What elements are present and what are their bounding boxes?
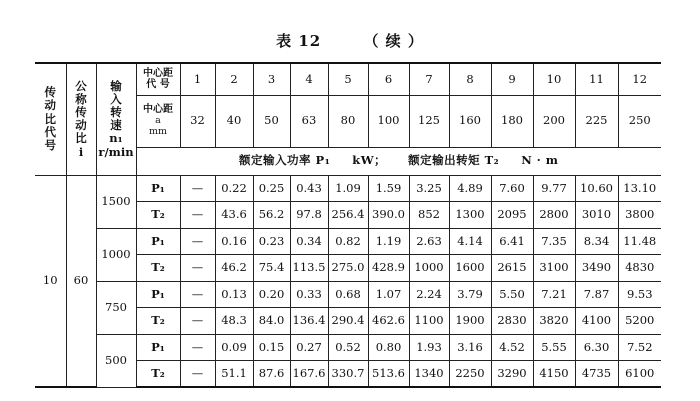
- value-cell: 11.48: [618, 228, 661, 255]
- value-cell: —: [180, 175, 215, 202]
- value-cell: 0.16: [215, 228, 253, 255]
- value-cell: 275.0: [328, 255, 368, 282]
- header-nominal-ratio-char: 公: [75, 78, 87, 93]
- value-cell: 5.50: [491, 281, 533, 308]
- value-cell: 6.30: [575, 334, 618, 361]
- value-cell: 48.3: [215, 308, 253, 335]
- value-cell: 2250: [449, 361, 491, 388]
- center-distance-cell: 160: [449, 95, 491, 147]
- table-row: [35, 281, 661, 308]
- value-cell: 290.4: [328, 308, 368, 335]
- center-distance-cell: 225: [575, 95, 618, 147]
- header-nominal-ratio-char: 比: [75, 131, 87, 146]
- header-ratio-code-char: 动: [44, 98, 56, 113]
- ratio-code-value: 10: [35, 175, 66, 387]
- value-cell: 256.4: [328, 202, 368, 229]
- value-cell: 428.9: [368, 255, 409, 282]
- header-input-speed-char: n₁: [109, 131, 123, 146]
- value-cell: 1340: [409, 361, 449, 388]
- value-cell: 4150: [533, 361, 575, 388]
- center-code-cell: 1: [180, 63, 215, 95]
- value-cell: 513.6: [368, 361, 409, 388]
- value-cell: 113.5: [290, 255, 328, 282]
- row-quantity-label: P₁: [136, 281, 180, 308]
- header-center-distance-label: [136, 95, 180, 147]
- center-code-label-1: 中心距: [143, 67, 173, 79]
- value-cell: 87.6: [253, 361, 290, 388]
- value-cell: 1300: [449, 202, 491, 229]
- row-quantity-label: P₁: [136, 334, 180, 361]
- value-cell: 3.16: [449, 334, 491, 361]
- value-cell: 3.25: [409, 175, 449, 202]
- row-quantity-label: T₂: [136, 361, 180, 388]
- row-quantity-label: T₂: [136, 202, 180, 229]
- nominal-ratio-value: 60: [66, 175, 96, 387]
- value-cell: —: [180, 361, 215, 388]
- input-speed-value: 750: [96, 281, 136, 334]
- value-cell: 2830: [491, 308, 533, 335]
- header-input-speed-char: r/min: [98, 144, 134, 159]
- value-cell: 13.10: [618, 175, 661, 202]
- input-speed-value: 500: [96, 334, 136, 387]
- row-quantity-label: P₁: [136, 228, 180, 255]
- value-cell: 1.07: [368, 281, 409, 308]
- center-code-cell: 2: [215, 63, 253, 95]
- value-cell: 8.34: [575, 228, 618, 255]
- header-ratio-code-char: 号: [44, 138, 56, 153]
- header-input-speed-char: 入: [110, 91, 122, 106]
- value-cell: —: [180, 228, 215, 255]
- value-cell: 462.6: [368, 308, 409, 335]
- center-distance-cell: 40: [215, 95, 253, 147]
- value-cell: 0.68: [328, 281, 368, 308]
- center-distance-cell: 125: [409, 95, 449, 147]
- value-cell: 43.6: [215, 202, 253, 229]
- center-code-cell: 8: [449, 63, 491, 95]
- value-cell: 852: [409, 202, 449, 229]
- header-center-code-label: [136, 63, 180, 95]
- header-nominal-ratio: [66, 63, 96, 175]
- value-cell: 1.19: [368, 228, 409, 255]
- value-cell: 0.09: [215, 334, 253, 361]
- value-cell: 6100: [618, 361, 661, 388]
- center-dist-label-1: 中心距: [143, 104, 173, 116]
- value-cell: 5200: [618, 308, 661, 335]
- value-cell: 56.2: [253, 202, 290, 229]
- header-ratio-code-char: 传: [44, 85, 56, 100]
- value-cell: 4.89: [449, 175, 491, 202]
- center-dist-unit: mm: [148, 125, 168, 137]
- row-quantity-label: T₂: [136, 308, 180, 335]
- center-distance-cell: 50: [253, 95, 290, 147]
- input-speed-value: 1500: [96, 175, 136, 228]
- banner-power: 额定输入功率 P₁: [239, 153, 331, 168]
- value-cell: 75.4: [253, 255, 290, 282]
- value-cell: 0.22: [215, 175, 253, 202]
- row-quantity-label: P₁: [136, 175, 180, 202]
- header-input-speed-char: 输: [110, 78, 122, 93]
- value-cell: 7.60: [491, 175, 533, 202]
- value-cell: 9.53: [618, 281, 661, 308]
- value-cell: 390.0: [368, 202, 409, 229]
- value-cell: 7.35: [533, 228, 575, 255]
- center-dist-label-2: a: [155, 114, 161, 126]
- value-cell: 1.59: [368, 175, 409, 202]
- value-cell: 2095: [491, 202, 533, 229]
- value-cell: 1600: [449, 255, 491, 282]
- header-input-speed-char: 转: [110, 105, 122, 120]
- value-cell: —: [180, 334, 215, 361]
- value-cell: 3800: [618, 202, 661, 229]
- value-cell: 1900: [449, 308, 491, 335]
- center-code-cell: 6: [368, 63, 409, 95]
- value-cell: 330.7: [328, 361, 368, 388]
- value-cell: 46.2: [215, 255, 253, 282]
- value-cell: 1100: [409, 308, 449, 335]
- value-cell: 0.82: [328, 228, 368, 255]
- value-cell: 3100: [533, 255, 575, 282]
- center-distance-cell: 32: [180, 95, 215, 147]
- header-input-speed: [96, 63, 136, 175]
- center-distance-cell: 100: [368, 95, 409, 147]
- banner-nm: N · m: [521, 153, 559, 168]
- value-cell: 1000: [409, 255, 449, 282]
- table-row: [35, 228, 661, 255]
- table-title-text: 表 12: [276, 32, 322, 50]
- center-code-cell: 9: [491, 63, 533, 95]
- value-cell: 5.55: [533, 334, 575, 361]
- value-cell: 2800: [533, 202, 575, 229]
- value-cell: 7.87: [575, 281, 618, 308]
- value-cell: 1.93: [409, 334, 449, 361]
- value-cell: 10.60: [575, 175, 618, 202]
- center-distance-cell: 250: [618, 95, 661, 147]
- header-input-speed-char: 速: [110, 118, 122, 133]
- header-nominal-ratio-char: i: [78, 144, 84, 159]
- center-code-cell: 7: [409, 63, 449, 95]
- value-cell: 4735: [575, 361, 618, 388]
- banner-torque: 额定输出转矩 T₂: [408, 153, 500, 168]
- center-distance-cell: 80: [328, 95, 368, 147]
- value-cell: 51.1: [215, 361, 253, 388]
- value-cell: 0.52: [328, 334, 368, 361]
- value-cell: 0.34: [290, 228, 328, 255]
- value-cell: 4100: [575, 308, 618, 335]
- value-cell: 3490: [575, 255, 618, 282]
- value-cell: 0.43: [290, 175, 328, 202]
- value-cell: 9.77: [533, 175, 575, 202]
- value-cell: 4.52: [491, 334, 533, 361]
- value-cell: 0.23: [253, 228, 290, 255]
- value-cell: 3820: [533, 308, 575, 335]
- value-cell: 2.63: [409, 228, 449, 255]
- banner-kw: kW；: [352, 153, 387, 168]
- header-nominal-ratio-char: 称: [75, 91, 87, 106]
- center-distance-cell: 63: [290, 95, 328, 147]
- value-cell: 0.80: [368, 334, 409, 361]
- header-ratio-code: [35, 63, 66, 175]
- center-code-cell: 4: [290, 63, 328, 95]
- value-cell: 167.6: [290, 361, 328, 388]
- header-ratio-code-char: 比: [44, 111, 56, 126]
- value-cell: 1.09: [328, 175, 368, 202]
- center-code-cell: 5: [328, 63, 368, 95]
- value-cell: —: [180, 202, 215, 229]
- value-cell: 4.14: [449, 228, 491, 255]
- value-cell: 7.21: [533, 281, 575, 308]
- value-cell: 84.0: [253, 308, 290, 335]
- center-distance-cell: 180: [491, 95, 533, 147]
- center-code-label-2: 代 号: [146, 79, 170, 91]
- center-code-cell: 10: [533, 63, 575, 95]
- value-cell: 4830: [618, 255, 661, 282]
- rating-table: [35, 62, 661, 388]
- row-quantity-label: T₂: [136, 255, 180, 282]
- value-cell: 0.20: [253, 281, 290, 308]
- value-cell: —: [180, 281, 215, 308]
- value-cell: 97.8: [290, 202, 328, 229]
- rated-values-banner: [136, 147, 661, 175]
- value-cell: 0.13: [215, 281, 253, 308]
- table-title-continued: （ 续 ）: [363, 32, 424, 50]
- header-ratio-code-char: 代: [44, 124, 56, 139]
- value-cell: 2615: [491, 255, 533, 282]
- table-title: [0, 30, 700, 51]
- center-code-cell: 12: [618, 63, 661, 95]
- value-cell: 3.79: [449, 281, 491, 308]
- value-cell: 0.15: [253, 334, 290, 361]
- center-distance-cell: 200: [533, 95, 575, 147]
- value-cell: 0.25: [253, 175, 290, 202]
- input-speed-value: 1000: [96, 228, 136, 281]
- value-cell: 136.4: [290, 308, 328, 335]
- header-row-codes: [35, 63, 661, 95]
- header-nominal-ratio-char: 传: [75, 105, 87, 120]
- value-cell: 6.41: [491, 228, 533, 255]
- table-row: [35, 175, 661, 202]
- value-cell: 0.33: [290, 281, 328, 308]
- value-cell: 3010: [575, 202, 618, 229]
- value-cell: 3290: [491, 361, 533, 388]
- value-cell: 2.24: [409, 281, 449, 308]
- value-cell: 7.52: [618, 334, 661, 361]
- value-cell: 0.27: [290, 334, 328, 361]
- value-cell: —: [180, 255, 215, 282]
- value-cell: —: [180, 308, 215, 335]
- center-code-cell: 11: [575, 63, 618, 95]
- table-row: [35, 334, 661, 361]
- header-nominal-ratio-char: 动: [75, 118, 87, 133]
- center-code-cell: 3: [253, 63, 290, 95]
